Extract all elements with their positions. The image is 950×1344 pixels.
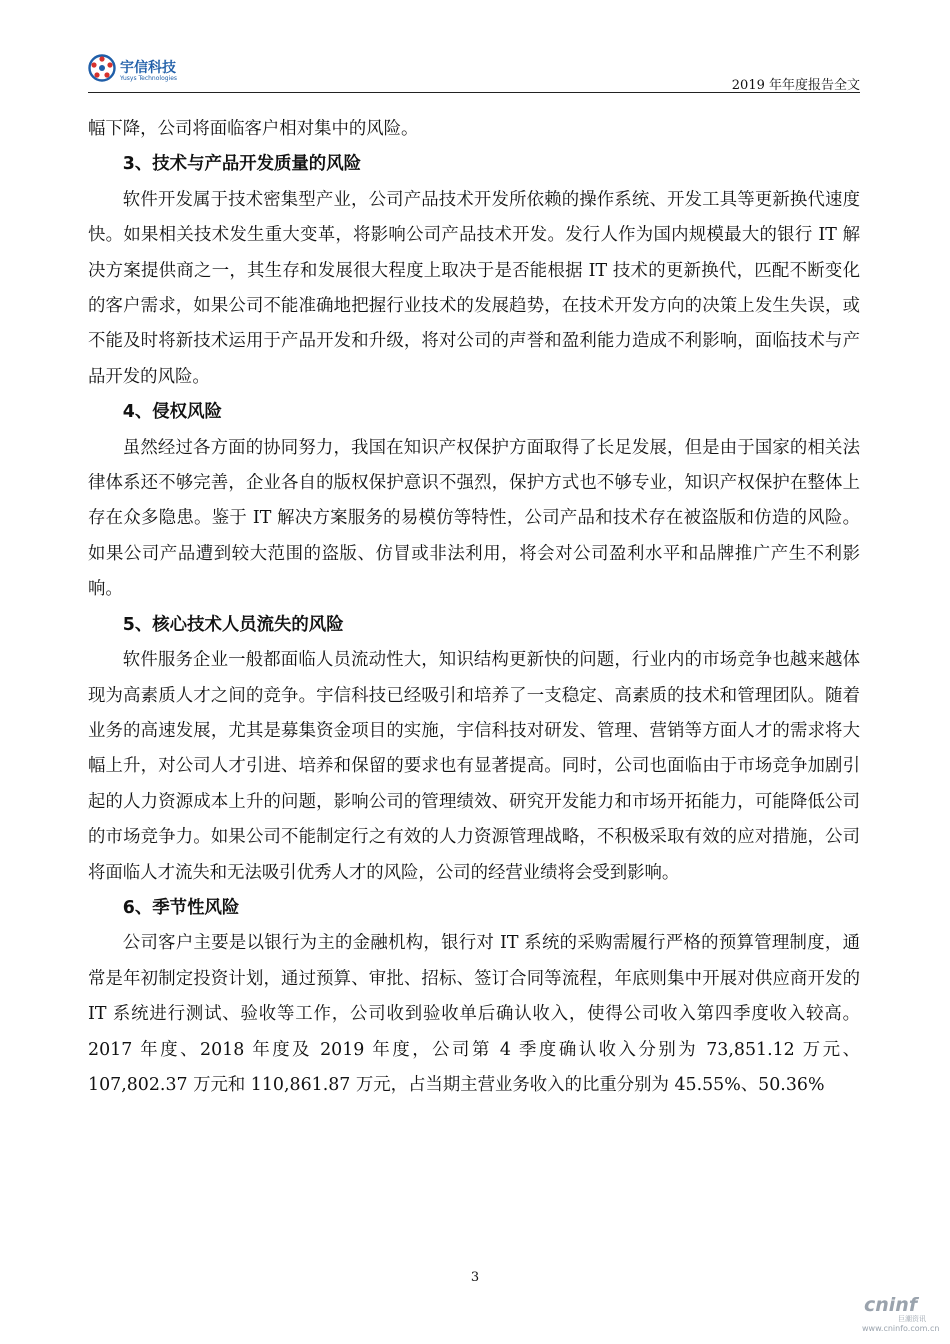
header-divider: [88, 92, 860, 93]
paragraph-seasonal-risk: 公司客户主要是以银行为主的金融机构，银行对 IT 系统的采购需履行严格的预算管理制度，通常是年初制定投资计划，通过预算、审批、招标、签订合同等流程，年底则集中开展对供应商开发的 IT 系统进行测试、验收等工作，公司收到验收单后确认收入，使得公司收入第四季度收入较高。2017 年度、2018 年度及 2019 年度，公司第 4 季度确认收入分别为 73,851.12 万元、107,802.37 万元和 110,861.87 万元，占当期主营业务收入的比重分别为 45.55%、50.36%: [88, 933, 860, 1095]
section-heading-6: 6、季节性风险: [122, 897, 240, 918]
report-title: 2019 年年度报告全文: [731, 78, 860, 93]
page-number: 3: [470, 1270, 480, 1285]
watermark-url: www.cninfo.com.cn: [862, 1324, 940, 1333]
company-logo: [88, 52, 218, 90]
paragraph-infringement-risk: 虽然经过各方面的协同努力，我国在知识产权保护方面取得了长足发展，但是由于国家的相关法律体系还不够完善，企业各自的版权保护意识不强烈，保护方式也不够专业，知识产权保护在整体上存在众多隐患。鉴于 IT 解决方案服务的易模仿等特性，公司产品和技术存在被盗版和仿造的风险。如果公司产品遭到较大范围的盗版、仿冒或非法利用，将会对公司盈利水平和品牌推广产生不利影响。: [88, 437, 860, 600]
logo-chinese-name: 宇信科技: [120, 60, 176, 76]
watermark-subtitle: 巨潮资讯: [898, 1315, 926, 1323]
paragraph-tech-risk: 软件开发属于技术密集型产业，公司产品技术开发所依赖的操作系统、开发工具等更新换代速度快。如果相关技术发生重大变革，将影响公司产品技术开发。发行人作为国内规模最大的银行 IT 解决方案提供商之一，其生存和发展很大程度上取决于是否能根据 IT 技术的更新换代，匹配不断变化的客户需求，如果公司不能准确地把握行业技术的发展趋势，在技术开发方向的决策上发生失误，或不能及时将新技术运用于产品开发和升级，将对公司的声誉和盈利能力造成不利影响，面临技术与产品开发的风险。: [88, 189, 860, 387]
section-heading-5: 5、核心技术人员流失的风险: [122, 614, 344, 635]
logo-english-name: Yusys Technologies: [120, 75, 178, 82]
yusys-logo-icon: [88, 54, 116, 82]
cninfo-watermark: [862, 1294, 942, 1334]
paragraph-continued: 幅下降，公司将面临客户相对集中的风险。: [88, 119, 419, 139]
section-heading-4: 4、侵权风险: [122, 402, 222, 423]
section-heading-3: 3、技术与产品开发质量的风险: [122, 154, 361, 175]
watermark-logo: cninf: [864, 1294, 918, 1316]
document-body: [88, 112, 860, 1103]
paragraph-talent-risk: 软件服务企业一般都面临人员流动性大，知识结构更新快的问题，行业内的市场竞争也越来越体现为高素质人才之间的竞争。宇信科技已经吸引和培养了一支稳定、高素质的技术和管理团队。随着业务的高速发展，尤其是募集资金项目的实施，宇信科技对研发、管理、营销等方面人才的需求将大幅上升，对公司人才引进、培养和保留的要求也有显著提高。同时，公司也面临由于市场竞争加剧引起的人力资源成本上升的问题，影响公司的管理绩效、研究开发能力和市场开拓能力，可能降低公司的市场竞争力。如果公司不能制定行之有效的人力资源管理战略，不积极采取有效的应对措施，公司将面临人才流失和无法吸引优秀人才的风险，公司的经营业绩将会受到影响。: [88, 650, 860, 883]
page-header: [88, 52, 860, 92]
